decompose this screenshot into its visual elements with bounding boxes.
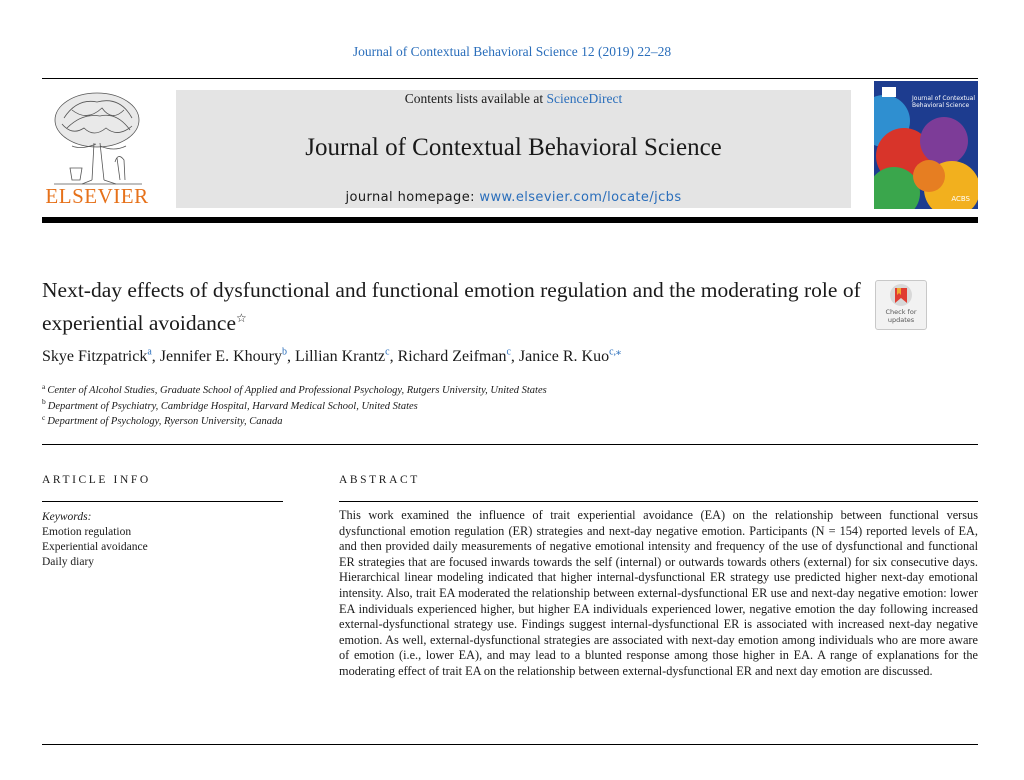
author-name[interactable]: Skye Fitzpatrick bbox=[42, 348, 148, 365]
cover-badge: ACBS bbox=[951, 195, 970, 203]
cover-title: Journal of Contextual Behavioral Science bbox=[912, 95, 975, 109]
affiliation-text: Center of Alcohol Studies, Graduate School of Applied and Professional Psychology, Rutgers University, United States bbox=[47, 385, 547, 396]
affiliation-text: Department of Psychiatry, Cambridge Hospital, Harvard Medical School, United States bbox=[47, 400, 418, 412]
affiliation-text: Department of Psychology, Ryerson University, Canada bbox=[47, 416, 283, 427]
bookmark-icon bbox=[876, 281, 926, 309]
keywords-label: Keywords: bbox=[42, 511, 92, 523]
abstract-heading: ABSTRACT bbox=[339, 474, 420, 486]
article-info-rule bbox=[42, 501, 283, 502]
author-affil-link[interactable]: b bbox=[281, 346, 287, 358]
author-affil-link[interactable]: c,⁎ bbox=[609, 346, 622, 358]
affiliation-item bbox=[42, 397, 547, 417]
author-name[interactable]: Lillian Krantz bbox=[294, 348, 386, 365]
affiliation-item bbox=[42, 412, 547, 432]
affiliation-key: c bbox=[42, 412, 46, 422]
author-list: Skye Fitzpatrick$^a$, Jennifer E. Khoury$^b$, Lillian Krantz$^c$, Richard Zeifman$^c$, Janice R. Kuo$^{c,⁎}$ bbox=[42, 346, 622, 365]
journal-banner bbox=[176, 90, 851, 208]
keywords-block bbox=[42, 510, 148, 570]
check-line-2: updates bbox=[887, 315, 915, 324]
contents-prefix: Contents lists available at bbox=[404, 91, 547, 106]
check-for-updates-button[interactable] bbox=[875, 280, 927, 330]
author-name[interactable]: Jennifer E. Khoury bbox=[159, 348, 282, 365]
header-rule bbox=[42, 78, 978, 79]
elsevier-tree-icon bbox=[42, 88, 152, 188]
title-footnote-star[interactable]: ☆ bbox=[236, 311, 247, 325]
affiliation-item bbox=[42, 381, 547, 401]
abstract-text: This work examined the influence of trait experiential avoidance (EA) on the relationship between functional versus dysfunctional emotion regulation (ER) strategies and next-day negative emotion. Participants (N = 154) reported levels of EA, and then provided daily measurements of negative emotional intensity and frequency of the use of dysfunctional and functional ER strategies that are focused inwards towards the self (internal) or outwards towards others (external) for six consecutive days. Hierarchical linear modeling indicated that higher internal-dysfunctional ER strategy use predicted higher next-day emotional intensity. Also, trait EA moderated the relationship between external-dysfunctional ER use and next-day negative emotion: lower EA individuals experienced higher, but higher EA individuals experienced lower, negative emotion the day following increased external-dysfunctional strategy use. Findings suggest internal-dysfunctional ER is associated with increased next-day negative emotion. As well, external-dysfunctional strategies are associated with next-day emotion among individuals who are more aware of emotion (i.e., lower EA), and may lead to a blunted response among those higher in EA. A range of explanations for the moderating effect of trait EA on the relationship between external-dysfunctional ER and next day emotion are discussed. bbox=[339, 508, 978, 678]
contents-line bbox=[176, 91, 851, 107]
article-title-text: Next-day effects of dysfunctional and functional emotion regulation and the moderating role of experiential avoidance bbox=[42, 278, 861, 336]
journal-citation[interactable]: Journal of Contextual Behavioral Science 12 (2019) 22–28 bbox=[352, 44, 672, 59]
footer-rule bbox=[42, 744, 978, 745]
journal-homepage bbox=[176, 190, 851, 205]
author-affil-link[interactable]: c bbox=[385, 346, 390, 358]
author-affil-link[interactable]: a bbox=[147, 346, 152, 358]
check-line-1: Check for bbox=[885, 308, 917, 316]
elsevier-logo[interactable] bbox=[42, 88, 152, 213]
keyword-item[interactable]: Emotion regulation bbox=[42, 526, 132, 538]
journal-title: Journal of Contextual Behavioral Science bbox=[305, 134, 722, 161]
homepage-link[interactable]: www.elsevier.com/locate/jcbs bbox=[479, 190, 682, 205]
sciencedirect-link[interactable]: ScienceDirect bbox=[546, 91, 623, 106]
keyword-item[interactable]: Daily diary bbox=[42, 556, 95, 568]
check-for-updates-label bbox=[876, 309, 926, 324]
author-affil-link[interactable]: c bbox=[506, 346, 511, 358]
homepage-prefix: journal homepage: bbox=[345, 190, 480, 205]
header-thick-rule bbox=[42, 217, 978, 223]
author-name[interactable]: Richard Zeifman bbox=[397, 348, 507, 365]
section-rule bbox=[42, 444, 978, 445]
article-info-heading: ARTICLE INFO bbox=[42, 474, 151, 486]
keyword-item[interactable]: Experiential avoidance bbox=[42, 541, 148, 553]
author-name[interactable]: Janice R. Kuo bbox=[518, 348, 610, 365]
elsevier-wordmark: ELSEVIER bbox=[45, 184, 149, 208]
affiliation-list bbox=[42, 381, 547, 432]
abstract-rule bbox=[339, 501, 978, 502]
affiliation-key: a bbox=[42, 381, 46, 391]
journal-cover-image[interactable] bbox=[874, 81, 978, 209]
affiliation-key: b bbox=[42, 397, 46, 406]
article-title bbox=[42, 276, 872, 337]
